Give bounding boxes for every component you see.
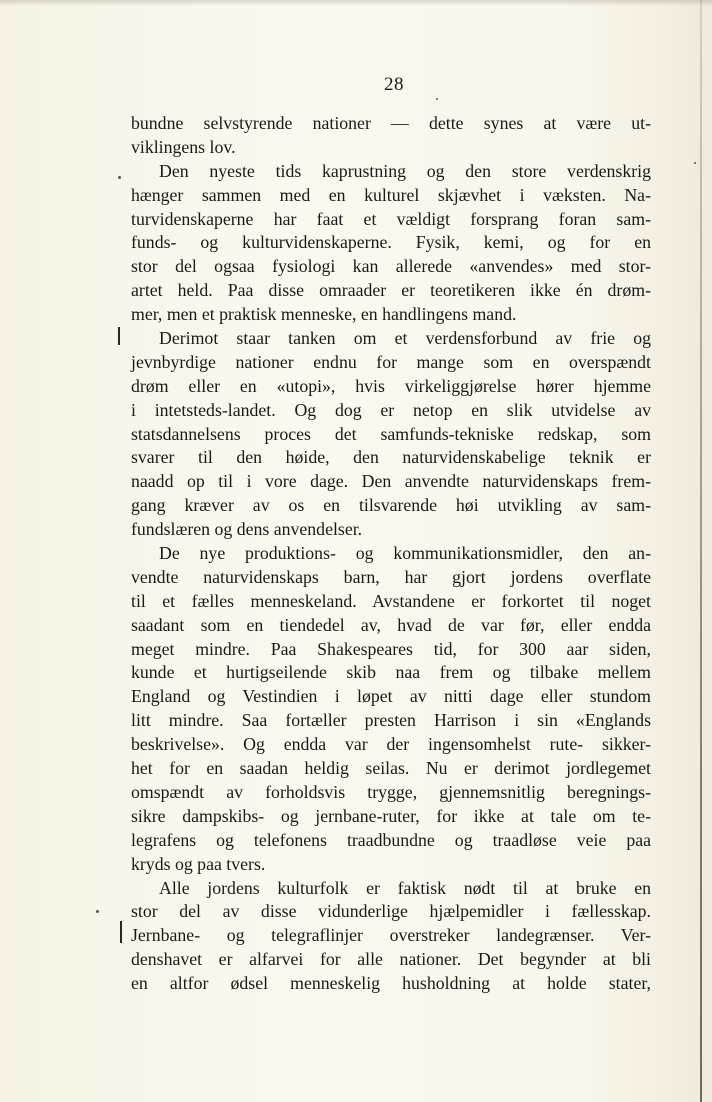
page-right-edge [700,0,702,1102]
text-line: stor del ogsaa fysiologi kan allerede «anvendes» med stor- [131,256,651,277]
text-line: sikre dampskibs- og jernbane-ruter, for ikke at tale om te- [131,805,651,826]
text-line: England og Vestindien i løpet av nitti dage eller stundom [131,686,651,707]
text-line: meget mindre. Paa Shakespeares tid, for 300 aar siden, [131,638,651,659]
text-line: artet held. Paa disse omraader er teoretikeren ikke én drøm- [131,280,651,301]
paper-speck [96,910,99,913]
text-line: Alle jordens kulturfolk er faktisk nødt til at bruke en [159,877,651,898]
text-line: turvidenskaperne har faat et vældigt forsprang foran sam- [131,208,651,229]
paper-speck [694,162,696,164]
text-line: hænger sammen med en kulturel skjævhet i væksten. Na- [131,184,651,205]
text-line: omspændt av forholdsvis trygge, gjennemsnitlig beregnings- [131,781,651,802]
text-line: vendte naturvidenskaps barn, har gjort jordens overflate [131,566,651,587]
paper-speck [436,98,438,100]
text-line: kunde et hurtigseilende skib naa frem og tilbake mellem [131,662,651,683]
text-line: saadant som en tiendedel av, hvad de var før, eller endda [131,614,651,635]
text-line: drøm eller en «utopi», hvis virkeliggjørelse hører hjemme [131,375,651,396]
text-line: mer, men et praktisk menneske, en handlingens mand. [131,304,517,325]
text-line: denshavet er alfarvei for alle nationer. Det begynder at bli [131,949,651,970]
text-line: fundslæren og dens anvendelser. [131,519,363,540]
text-line: De nye produktions- og kommunikationsmidler, den an- [159,543,651,564]
text-line: en altfor ødsel menneskelig husholdning at holde stater, [131,973,651,994]
body-text [131,112,651,996]
text-line: svarer til den høide, den naturvidenskabelige teknik er [131,447,651,468]
text-line: Derimot staar tanken om et verdensforbund av frie og [159,328,651,349]
text-line: Jernbane- og telegraflinjer overstreker landegrænser. Ver- [131,925,651,946]
text-line: stor del av disse vidunderlige hjælpemidler i fællesskap. [131,901,651,922]
text-line: funds- og kulturvidenskaperne. Fysik, kemi, og for en [131,232,651,253]
margin-pencil-mark [120,921,122,943]
text-line: statsdannelsens proces det samfunds-tekniske redskap, som [131,423,651,444]
margin-pencil-mark [118,327,120,345]
text-line: jevnbyrdige nationer endnu for mange som en overspændt [131,351,651,372]
paper-speck [118,176,121,179]
text-line: viklingens lov. [131,136,236,157]
text-line: het for en saadan heldig seilas. Nu er derimot jordlegemet [131,758,651,779]
text-line: beskrivelse». Og endda var der ingensomhelst rute- sikker- [131,734,651,755]
text-line: Den nyeste tids kaprustning og den store verdenskrig [159,160,651,181]
text-line: legrafens og telefonens traadbundne og traadløse veie paa [131,829,651,850]
page-top-shadow [0,0,712,6]
text-line: kryds og paa tvers. [131,853,266,874]
text-line: litt mindre. Saa fortæller presten Harrison i sin «Englands [131,710,651,731]
text-line: naadd op til i vore dage. Den anvendte naturvidenskaps frem- [131,471,651,492]
text-line: til et fælles menneskeland. Avstandene er forkortet til noget [131,590,651,611]
text-line: bundne selvstyrende nationer — dette synes at være ut- [131,113,651,133]
text-line: i intetsteds-landet. Og dog er netop en slik utvidelse av [131,399,651,420]
page-number: 28 [384,74,404,95]
text-line: gang kræver av os en tilsvarende høi utvikling av sam- [131,495,651,516]
